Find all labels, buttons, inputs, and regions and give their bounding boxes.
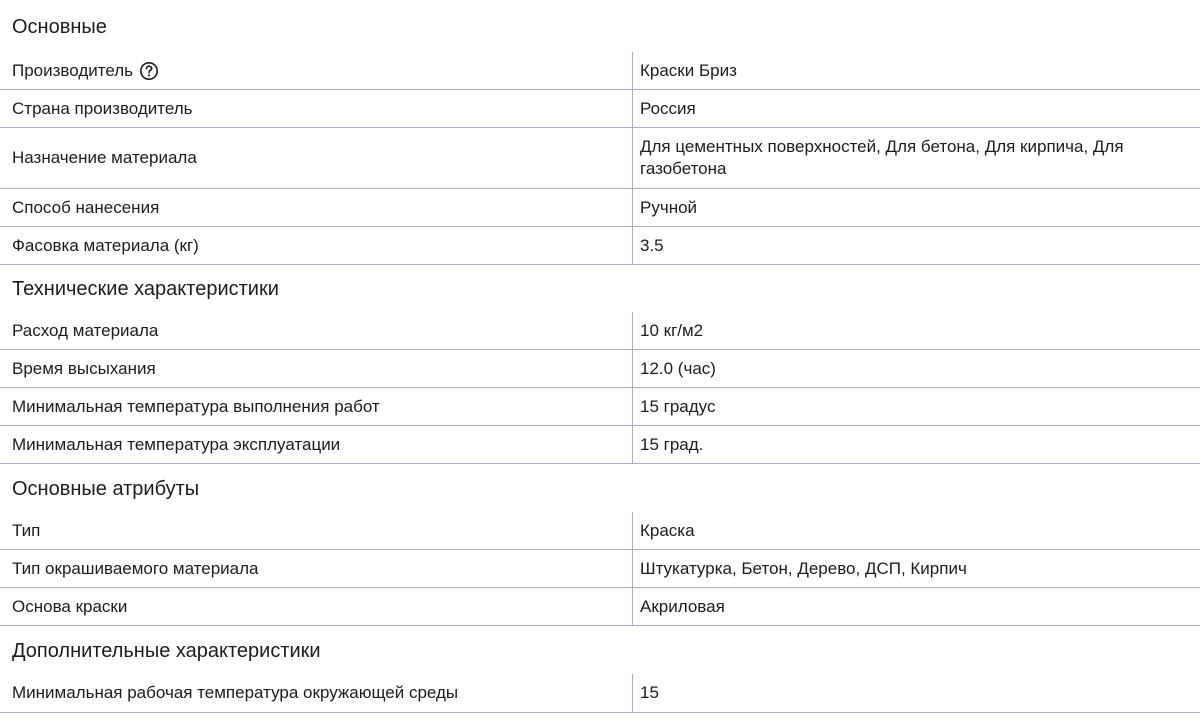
section-title-attributes: Основные атрибуты: [12, 478, 200, 500]
spec-label: Способ нанесения: [12, 197, 160, 217]
spec-label: [0, 52, 632, 89]
spec-value: 3.5: [632, 227, 1200, 264]
spec-label-text: Производитель: [12, 60, 134, 80]
spec-row-consumption: [0, 312, 1200, 350]
spec-value: Ручной: [632, 189, 1200, 226]
spec-value: Краска: [632, 512, 1200, 549]
spec-label: Страна производитель: [12, 98, 193, 118]
spec-label: Расход материала: [12, 320, 159, 340]
spec-row-paint-base: [0, 588, 1200, 626]
spec-label: Минимальная рабочая температура окружающей среды: [12, 683, 459, 702]
spec-value: 15 град.: [632, 426, 1200, 463]
spec-value: Для цементных поверхностей, Для бетона, Для кирпича, Для газобетона: [632, 128, 1200, 188]
spec-row-purpose: [0, 128, 1200, 189]
spec-value: Россия: [632, 90, 1200, 127]
spec-label: Фасовка материала (кг): [12, 235, 199, 255]
spec-row-type: [0, 512, 1200, 550]
spec-label: Назначение материала: [12, 148, 197, 167]
spec-label: Минимальная температура выполнения работ: [12, 396, 380, 416]
spec-value: Краски Бриз: [632, 52, 1200, 89]
spec-label: Тип: [12, 520, 41, 540]
spec-label: Тип окрашиваемого материала: [12, 558, 259, 578]
spec-value: 15 градус: [632, 388, 1200, 425]
spec-row-country: [0, 90, 1200, 128]
spec-label: Минимальная температура эксплуатации: [12, 434, 341, 454]
spec-value: 10 кг/м2: [632, 312, 1200, 349]
spec-value: 12.0 (час): [632, 350, 1200, 387]
spec-row-surface-type: [0, 550, 1200, 588]
spec-label: Время высыхания: [12, 358, 156, 378]
spec-row-application: [0, 189, 1200, 227]
spec-label: Основа краски: [12, 596, 128, 616]
spec-value: 15: [632, 674, 1200, 712]
spec-value: Штукатурка, Бетон, Дерево, ДСП, Кирпич: [632, 550, 1200, 587]
section-title-main: Основные: [12, 16, 107, 38]
section-title-additional: Дополнительные характеристики: [12, 640, 321, 662]
spec-row-min-work-temp: [0, 388, 1200, 426]
spec-row-min-ambient-temp: [0, 674, 1200, 713]
spec-value: Акриловая: [632, 588, 1200, 625]
spec-row-packaging: [0, 227, 1200, 265]
spec-row-drying-time: [0, 350, 1200, 388]
question-circle-icon[interactable]: [139, 61, 159, 81]
spec-row-min-operating-temp: [0, 426, 1200, 464]
section-title-technical: Технические характеристики: [12, 278, 279, 300]
spec-row-manufacturer: [0, 52, 1200, 90]
